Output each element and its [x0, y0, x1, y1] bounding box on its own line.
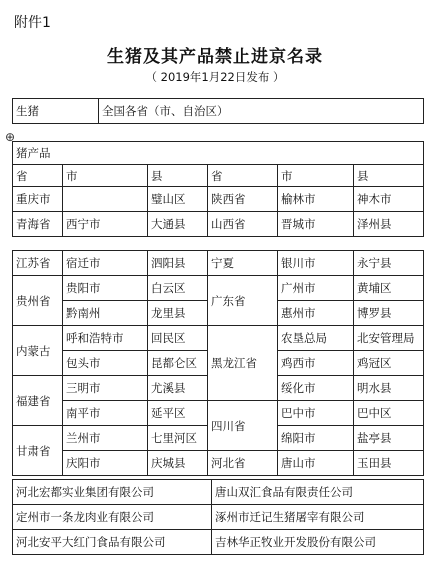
column-header: 省	[208, 165, 278, 187]
table-cell: 兰州市	[63, 426, 148, 451]
table-cell: 西宁市	[63, 212, 148, 237]
table-cell: 璧山区	[148, 187, 208, 212]
table-row	[13, 212, 424, 237]
products-label: 猪产品	[13, 142, 424, 165]
table-row	[13, 142, 424, 165]
table-cell: 神木市	[354, 187, 424, 212]
table-cell: 盐亭县	[354, 426, 424, 451]
table-cell: 永宁县	[354, 251, 424, 276]
table-cell: 黄埔区	[354, 276, 424, 301]
table-cell: 三明市	[63, 376, 148, 401]
table-cell: 大通县	[148, 212, 208, 237]
document-title: 生猪及其产品禁止进京名录	[107, 47, 323, 67]
table-cell: 宿迁市	[63, 251, 148, 276]
table-cell	[63, 187, 148, 212]
table-row	[13, 99, 424, 124]
table-row	[13, 480, 424, 505]
province-cell: 黑龙江省	[208, 326, 278, 401]
table-row	[13, 505, 424, 530]
column-header: 县	[354, 165, 424, 187]
table-cell: 明水县	[354, 376, 424, 401]
table-cell: 七里河区	[148, 426, 208, 451]
table-cell: 鸡西市	[278, 351, 354, 376]
company-cell: 涿州市迁记生猪屠宰有限公司	[212, 505, 424, 530]
province-cell: 福建省	[13, 376, 63, 426]
live-pig-scope: 全国各省（市、自治区）	[99, 99, 424, 124]
table-cell: 绥化市	[278, 376, 354, 401]
table-cell: 陕西省	[208, 187, 278, 212]
province-cell: 甘肃省	[13, 426, 63, 476]
table-cell: 晋城市	[278, 212, 354, 237]
table-cell: 博罗县	[354, 301, 424, 326]
table-cell: 榆林市	[278, 187, 354, 212]
table-cell: 绵阳市	[278, 426, 354, 451]
table-cell: 巴中市	[278, 401, 354, 426]
company-cell: 吉林华正牧业开发股份有限公司	[212, 530, 424, 555]
table-cell: 巴中区	[354, 401, 424, 426]
table-row	[13, 276, 424, 301]
company-cell: 河北安平大红门食品有限公司	[13, 530, 212, 555]
table-cell: 江苏省	[13, 251, 63, 276]
table-cell: 昆都仑区	[148, 351, 208, 376]
company-cell: 河北宏都实业集团有限公司	[13, 480, 212, 505]
table-cell: 回民区	[148, 326, 208, 351]
table-header-row	[13, 165, 424, 187]
table-cell: 宁夏	[208, 251, 278, 276]
table-cell: 庆阳市	[63, 451, 148, 476]
pork-products-table	[12, 141, 424, 237]
table-cell: 延平区	[148, 401, 208, 426]
table-cell: 银川市	[278, 251, 354, 276]
live-pig-table	[12, 98, 424, 124]
table-cell: 惠州市	[278, 301, 354, 326]
table-cell: 农垦总局	[278, 326, 354, 351]
company-cell: 唐山双汇食品有限责任公司	[212, 480, 424, 505]
attachment-label: 附件1	[14, 15, 51, 31]
table-row	[13, 251, 424, 276]
table-cell: 呼和浩特市	[63, 326, 148, 351]
table-cell: 龙里县	[148, 301, 208, 326]
table-cell: 白云区	[148, 276, 208, 301]
table-cell: 玉田县	[354, 451, 424, 476]
province-cell: 内蒙古	[13, 326, 63, 376]
table-cell: 山西省	[208, 212, 278, 237]
table-cell: 北安管理局	[354, 326, 424, 351]
table-cell: 广州市	[278, 276, 354, 301]
regions-table	[12, 250, 424, 476]
province-cell: 四川省	[208, 401, 278, 451]
province-cell: 贵州省	[13, 276, 63, 326]
table-cell: 黔南州	[63, 301, 148, 326]
live-pig-label: 生猪	[13, 99, 99, 124]
table-cell: 鸡冠区	[354, 351, 424, 376]
province-cell: 广东省	[208, 276, 278, 326]
table-row	[13, 530, 424, 555]
company-cell: 定州市一条龙肉业有限公司	[13, 505, 212, 530]
table-cell: 重庆市	[13, 187, 63, 212]
column-header: 市	[278, 165, 354, 187]
table-cell: 尤溪县	[148, 376, 208, 401]
table-cell: 泽州县	[354, 212, 424, 237]
table-cell: 泗阳县	[148, 251, 208, 276]
table-cell: 青海省	[13, 212, 63, 237]
column-header: 市	[63, 165, 148, 187]
table-cell: 唐山市	[278, 451, 354, 476]
table-row	[13, 401, 424, 426]
table-row	[13, 451, 424, 476]
column-header: 省	[13, 165, 63, 187]
table-cell: 庆城县	[148, 451, 208, 476]
companies-table	[12, 479, 424, 555]
table-cell: 贵阳市	[63, 276, 148, 301]
table-row	[13, 187, 424, 212]
column-header: 县	[148, 165, 208, 187]
publish-date: （ 2019年1月22日发布 ）	[145, 70, 285, 84]
table-cell: 河北省	[208, 451, 278, 476]
table-cell: 南平市	[63, 401, 148, 426]
table-row	[13, 326, 424, 351]
table-cell: 包头市	[63, 351, 148, 376]
move-handle-icon[interactable]: ⊕	[4, 130, 16, 144]
